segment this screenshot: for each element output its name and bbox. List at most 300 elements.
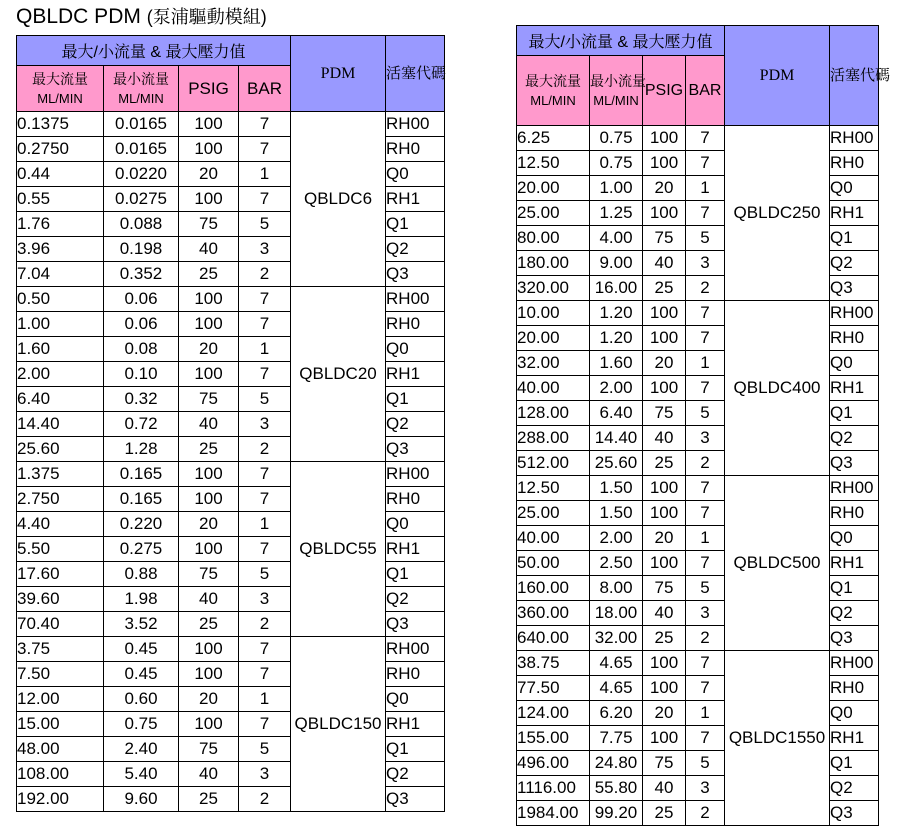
header-pdm: PDM [725, 26, 830, 126]
max-flow-cell: 20.00 [517, 326, 590, 351]
psig-cell: 25 [643, 801, 686, 826]
header-max-flow [517, 56, 590, 126]
psig-cell: 100 [179, 662, 239, 687]
bar-cell: 1 [686, 351, 725, 376]
bar-cell: 3 [686, 776, 725, 801]
psig-cell: 100 [643, 676, 686, 701]
max-flow-cell: 40.00 [517, 526, 590, 551]
spec-table-right-body [517, 126, 879, 826]
psig-cell: 100 [643, 301, 686, 326]
bar-cell: 7 [686, 476, 725, 501]
header-max-flow [17, 66, 104, 112]
max-flow-cell: 0.2750 [17, 137, 104, 162]
psig-cell: 100 [643, 326, 686, 351]
bar-cell: 7 [686, 326, 725, 351]
bar-cell: 5 [239, 562, 291, 587]
max-flow-cell: 2.750 [17, 487, 104, 512]
psig-cell: 25 [179, 437, 239, 462]
piston-code-cell: Q1 [830, 751, 879, 776]
bar-cell: 2 [686, 626, 725, 651]
psig-cell: 100 [179, 287, 239, 312]
psig-cell: 40 [643, 251, 686, 276]
bar-cell: 7 [239, 712, 291, 737]
piston-code-cell: Q0 [386, 687, 445, 712]
title-main: QBLDC PDM [16, 5, 141, 28]
max-flow-cell: 6.40 [17, 387, 104, 412]
pdm-model-cell: QBLDC55 [291, 462, 386, 637]
psig-cell: 25 [179, 787, 239, 812]
max-flow-cell: 15.00 [17, 712, 104, 737]
bar-cell: 7 [686, 376, 725, 401]
piston-code-cell: Q3 [386, 787, 445, 812]
table-row [517, 476, 879, 501]
min-flow-cell: 0.088 [104, 212, 179, 237]
bar-cell: 3 [239, 237, 291, 262]
min-flow-cell: 0.72 [104, 412, 179, 437]
max-flow-cell: 5.50 [17, 537, 104, 562]
min-flow-cell: 1.25 [590, 201, 643, 226]
piston-code-cell: Q3 [830, 276, 879, 301]
psig-cell: 100 [643, 476, 686, 501]
bar-cell: 1 [686, 526, 725, 551]
piston-code-cell: Q0 [386, 162, 445, 187]
piston-code-cell: RH00 [830, 301, 879, 326]
max-flow-cell: 70.40 [17, 612, 104, 637]
max-flow-cell: 3.96 [17, 237, 104, 262]
min-flow-cell: 0.275 [104, 537, 179, 562]
max-flow-cell: 4.40 [17, 512, 104, 537]
header-psig: PSIG [179, 66, 239, 112]
psig-cell: 75 [643, 226, 686, 251]
piston-code-cell: Q1 [830, 226, 879, 251]
max-flow-cell: 12.50 [517, 476, 590, 501]
header-flow-pressure: 最大/小流量 & 最大壓力值 [17, 36, 291, 66]
bar-cell: 5 [239, 737, 291, 762]
max-flow-cell: 77.50 [517, 676, 590, 701]
psig-cell: 20 [643, 351, 686, 376]
header-min-flow [104, 66, 179, 112]
bar-cell: 2 [686, 276, 725, 301]
min-flow-cell: 0.60 [104, 687, 179, 712]
piston-code-cell: RH0 [386, 487, 445, 512]
psig-cell: 100 [643, 201, 686, 226]
psig-cell: 25 [643, 276, 686, 301]
max-flow-cell: 6.25 [517, 126, 590, 151]
psig-cell: 100 [179, 187, 239, 212]
min-flow-cell: 55.80 [590, 776, 643, 801]
pdm-model-cell: QBLDC20 [291, 287, 386, 462]
min-flow-cell: 14.40 [590, 426, 643, 451]
max-flow-cell: 25.00 [517, 501, 590, 526]
piston-code-cell: Q3 [830, 801, 879, 826]
psig-cell: 75 [643, 751, 686, 776]
header-min-flow-unit: ML/MIN [118, 90, 164, 106]
header-min-flow-label: 最小流量 [113, 70, 169, 87]
min-flow-cell: 0.06 [104, 312, 179, 337]
psig-cell: 20 [643, 176, 686, 201]
pdm-model-cell: QBLDC400 [725, 301, 830, 476]
max-flow-cell: 512.00 [517, 451, 590, 476]
header-max-flow-label: 最大流量 [32, 70, 88, 87]
min-flow-cell: 24.80 [590, 751, 643, 776]
psig-cell: 75 [179, 212, 239, 237]
max-flow-cell: 2.00 [17, 362, 104, 387]
header-psig: PSIG [643, 56, 686, 126]
piston-code-cell: RH0 [386, 137, 445, 162]
bar-cell: 7 [686, 726, 725, 751]
bar-cell: 2 [239, 262, 291, 287]
min-flow-cell: 0.06 [104, 287, 179, 312]
bar-cell: 2 [239, 437, 291, 462]
table-row [17, 462, 445, 487]
spec-table-right [516, 25, 891, 826]
piston-code-cell: Q3 [386, 262, 445, 287]
piston-code-cell: RH00 [830, 126, 879, 151]
min-flow-cell: 4.00 [590, 226, 643, 251]
bar-cell: 7 [686, 201, 725, 226]
bar-cell: 3 [686, 251, 725, 276]
piston-code-cell: RH0 [830, 501, 879, 526]
header-pdm: PDM [291, 36, 386, 112]
psig-cell: 100 [179, 312, 239, 337]
psig-cell: 75 [179, 562, 239, 587]
max-flow-cell: 17.60 [17, 562, 104, 587]
piston-code-cell: RH1 [386, 362, 445, 387]
min-flow-cell: 0.88 [104, 562, 179, 587]
bar-cell: 7 [239, 312, 291, 337]
piston-code-cell: RH00 [386, 462, 445, 487]
max-flow-cell: 1984.00 [517, 801, 590, 826]
max-flow-cell: 1.60 [17, 337, 104, 362]
bar-cell: 1 [239, 512, 291, 537]
header-min-flow [590, 56, 646, 126]
pdm-model-cell: QBLDC1550 [725, 651, 830, 826]
piston-code-cell: Q0 [386, 512, 445, 537]
min-flow-cell: 1.20 [590, 326, 643, 351]
bar-cell: 3 [686, 426, 725, 451]
min-flow-cell: 25.60 [590, 451, 643, 476]
piston-code-cell: RH0 [386, 312, 445, 337]
piston-code-cell: RH0 [386, 662, 445, 687]
bar-cell: 1 [239, 337, 291, 362]
pdm-model-cell: QBLDC150 [291, 637, 386, 812]
piston-code-cell: RH1 [830, 201, 879, 226]
bar-cell: 7 [686, 551, 725, 576]
piston-code-cell: RH00 [386, 287, 445, 312]
psig-cell: 40 [643, 601, 686, 626]
psig-cell: 40 [643, 426, 686, 451]
bar-cell: 1 [686, 176, 725, 201]
min-flow-cell: 0.165 [104, 487, 179, 512]
psig-cell: 100 [643, 726, 686, 751]
psig-cell: 75 [179, 387, 239, 412]
bar-cell: 3 [686, 601, 725, 626]
psig-cell: 100 [179, 537, 239, 562]
piston-code-cell: Q3 [386, 612, 445, 637]
max-flow-cell: 160.00 [517, 576, 590, 601]
table-row [517, 126, 879, 151]
max-flow-cell: 0.50 [17, 287, 104, 312]
header-flow-pressure: 最大/小流量 & 最大壓力值 [517, 26, 725, 56]
bar-cell: 3 [239, 412, 291, 437]
title-sub: (泵浦驅動模組) [146, 7, 267, 27]
max-flow-cell: 80.00 [517, 226, 590, 251]
header-piston-code: 活塞代碼 [386, 36, 445, 112]
max-flow-cell: 7.04 [17, 262, 104, 287]
min-flow-cell: 0.45 [104, 637, 179, 662]
piston-code-cell: RH00 [830, 476, 879, 501]
max-flow-cell: 20.00 [517, 176, 590, 201]
min-flow-cell: 32.00 [590, 626, 643, 651]
psig-cell: 100 [643, 376, 686, 401]
bar-cell: 2 [686, 801, 725, 826]
piston-code-cell: Q1 [386, 212, 445, 237]
piston-code-cell: Q1 [386, 387, 445, 412]
max-flow-cell: 12.50 [517, 151, 590, 176]
piston-code-cell: Q2 [386, 762, 445, 787]
piston-code-cell: Q3 [386, 437, 445, 462]
pdm-model-cell: QBLDC250 [725, 126, 830, 301]
bar-cell: 7 [239, 637, 291, 662]
min-flow-cell: 0.0165 [104, 137, 179, 162]
psig-cell: 20 [179, 162, 239, 187]
piston-code-cell: RH1 [830, 551, 879, 576]
bar-cell: 1 [239, 162, 291, 187]
max-flow-cell: 25.60 [17, 437, 104, 462]
min-flow-cell: 16.00 [590, 276, 643, 301]
header-min-flow-label: 最小流量 [590, 72, 646, 89]
bar-cell: 7 [686, 126, 725, 151]
bar-cell: 5 [686, 751, 725, 776]
min-flow-cell: 0.08 [104, 337, 179, 362]
psig-cell: 75 [643, 576, 686, 601]
bar-cell: 1 [686, 701, 725, 726]
bar-cell: 7 [686, 651, 725, 676]
max-flow-cell: 0.1375 [17, 112, 104, 137]
piston-code-cell: Q2 [830, 251, 879, 276]
psig-cell: 40 [643, 776, 686, 801]
psig-cell: 100 [643, 651, 686, 676]
max-flow-cell: 360.00 [517, 601, 590, 626]
psig-cell: 100 [179, 137, 239, 162]
min-flow-cell: 5.40 [104, 762, 179, 787]
piston-code-cell: Q3 [830, 626, 879, 651]
bar-cell: 7 [686, 151, 725, 176]
piston-code-cell: Q1 [386, 562, 445, 587]
min-flow-cell: 6.40 [590, 401, 643, 426]
max-flow-cell: 12.00 [17, 687, 104, 712]
psig-cell: 20 [179, 687, 239, 712]
header-max-flow-unit: ML/MIN [530, 92, 576, 108]
max-flow-cell: 180.00 [517, 251, 590, 276]
min-flow-cell: 0.32 [104, 387, 179, 412]
piston-code-cell: Q2 [830, 426, 879, 451]
piston-code-cell: RH00 [830, 651, 879, 676]
bar-cell: 7 [686, 501, 725, 526]
min-flow-cell: 7.75 [590, 726, 643, 751]
bar-cell: 7 [239, 287, 291, 312]
min-flow-cell: 1.20 [590, 301, 643, 326]
bar-cell: 7 [239, 662, 291, 687]
spec-table-left-body [17, 112, 445, 812]
piston-code-cell: Q1 [386, 737, 445, 762]
piston-code-cell: Q2 [386, 412, 445, 437]
max-flow-cell: 50.00 [517, 551, 590, 576]
piston-code-cell: RH0 [830, 151, 879, 176]
header-max-flow-unit: ML/MIN [37, 90, 83, 106]
psig-cell: 75 [643, 401, 686, 426]
table-row [517, 301, 879, 326]
pdm-model-cell: QBLDC500 [725, 476, 830, 651]
min-flow-cell: 1.60 [590, 351, 643, 376]
max-flow-cell: 38.75 [517, 651, 590, 676]
psig-cell: 40 [179, 237, 239, 262]
bar-cell: 7 [239, 187, 291, 212]
max-flow-cell: 0.44 [17, 162, 104, 187]
psig-cell: 25 [179, 262, 239, 287]
min-flow-cell: 1.00 [590, 176, 643, 201]
piston-code-cell: RH00 [386, 637, 445, 662]
max-flow-cell: 155.00 [517, 726, 590, 751]
psig-cell: 100 [179, 712, 239, 737]
bar-cell: 2 [239, 787, 291, 812]
min-flow-cell: 6.20 [590, 701, 643, 726]
bar-cell: 5 [686, 401, 725, 426]
table-row [17, 287, 445, 312]
max-flow-cell: 192.00 [17, 787, 104, 812]
max-flow-cell: 48.00 [17, 737, 104, 762]
min-flow-cell: 0.0220 [104, 162, 179, 187]
piston-code-cell: RH0 [830, 326, 879, 351]
psig-cell: 100 [643, 126, 686, 151]
bar-cell: 7 [686, 676, 725, 701]
min-flow-cell: 0.10 [104, 362, 179, 387]
max-flow-cell: 39.60 [17, 587, 104, 612]
min-flow-cell: 1.50 [590, 476, 643, 501]
piston-code-cell: RH1 [386, 187, 445, 212]
bar-cell: 1 [239, 687, 291, 712]
bar-cell: 5 [239, 212, 291, 237]
psig-cell: 100 [643, 151, 686, 176]
min-flow-cell: 8.00 [590, 576, 643, 601]
header-min-flow-unit: ML/MIN [593, 92, 639, 108]
bar-cell: 5 [239, 387, 291, 412]
min-flow-cell: 1.28 [104, 437, 179, 462]
bar-cell: 7 [686, 301, 725, 326]
psig-cell: 100 [179, 112, 239, 137]
piston-code-cell: Q0 [830, 701, 879, 726]
bar-cell: 5 [686, 226, 725, 251]
max-flow-cell: 1.00 [17, 312, 104, 337]
psig-cell: 100 [179, 487, 239, 512]
psig-cell: 25 [643, 451, 686, 476]
psig-cell: 40 [179, 412, 239, 437]
bar-cell: 7 [239, 112, 291, 137]
header-max-flow-label: 最大流量 [525, 72, 581, 89]
max-flow-cell: 25.00 [517, 201, 590, 226]
min-flow-cell: 1.50 [590, 501, 643, 526]
piston-code-cell: Q0 [830, 526, 879, 551]
psig-cell: 25 [643, 626, 686, 651]
min-flow-cell: 0.75 [104, 712, 179, 737]
header-piston-code: 活塞代碼 [830, 26, 879, 126]
max-flow-cell: 124.00 [517, 701, 590, 726]
min-flow-cell: 0.75 [590, 151, 643, 176]
max-flow-cell: 32.00 [517, 351, 590, 376]
piston-code-cell: RH1 [830, 726, 879, 751]
psig-cell: 100 [179, 462, 239, 487]
piston-code-cell: Q2 [830, 776, 879, 801]
psig-cell: 100 [179, 362, 239, 387]
piston-code-cell: Q0 [386, 337, 445, 362]
bar-cell: 2 [686, 451, 725, 476]
piston-code-cell: Q2 [830, 601, 879, 626]
piston-code-cell: Q1 [830, 576, 879, 601]
psig-cell: 20 [643, 701, 686, 726]
psig-cell: 100 [643, 551, 686, 576]
psig-cell: 25 [179, 612, 239, 637]
piston-code-cell: Q2 [386, 587, 445, 612]
spec-table-left [16, 35, 445, 812]
min-flow-cell: 0.45 [104, 662, 179, 687]
piston-code-cell: RH1 [830, 376, 879, 401]
table-row [17, 112, 445, 137]
piston-code-cell: Q3 [830, 451, 879, 476]
max-flow-cell: 1116.00 [517, 776, 590, 801]
min-flow-cell: 0.220 [104, 512, 179, 537]
psig-cell: 20 [179, 512, 239, 537]
page-title [16, 3, 267, 29]
psig-cell: 75 [179, 737, 239, 762]
psig-cell: 20 [643, 526, 686, 551]
min-flow-cell: 0.198 [104, 237, 179, 262]
min-flow-cell: 1.98 [104, 587, 179, 612]
psig-cell: 100 [643, 501, 686, 526]
bar-cell: 7 [239, 487, 291, 512]
min-flow-cell: 0.0165 [104, 112, 179, 137]
piston-code-cell: RH0 [830, 676, 879, 701]
min-flow-cell: 2.50 [590, 551, 643, 576]
piston-code-cell: Q0 [830, 176, 879, 201]
min-flow-cell: 2.00 [590, 526, 643, 551]
min-flow-cell: 0.75 [590, 126, 643, 151]
bar-cell: 7 [239, 537, 291, 562]
max-flow-cell: 1.76 [17, 212, 104, 237]
header-bar: BAR [686, 56, 725, 126]
max-flow-cell: 40.00 [517, 376, 590, 401]
max-flow-cell: 1.375 [17, 462, 104, 487]
min-flow-cell: 2.00 [590, 376, 643, 401]
piston-code-cell: RH00 [386, 112, 445, 137]
max-flow-cell: 3.75 [17, 637, 104, 662]
header-bar: BAR [239, 66, 291, 112]
max-flow-cell: 7.50 [17, 662, 104, 687]
psig-cell: 20 [179, 337, 239, 362]
bar-cell: 7 [239, 362, 291, 387]
max-flow-cell: 496.00 [517, 751, 590, 776]
max-flow-cell: 14.40 [17, 412, 104, 437]
psig-cell: 40 [179, 762, 239, 787]
bar-cell: 7 [239, 137, 291, 162]
max-flow-cell: 10.00 [517, 301, 590, 326]
psig-cell: 40 [179, 587, 239, 612]
bar-cell: 3 [239, 762, 291, 787]
max-flow-cell: 108.00 [17, 762, 104, 787]
piston-code-cell: Q2 [386, 237, 445, 262]
table-row [517, 651, 879, 676]
min-flow-cell: 4.65 [590, 676, 643, 701]
pdm-model-cell: QBLDC6 [291, 112, 386, 287]
